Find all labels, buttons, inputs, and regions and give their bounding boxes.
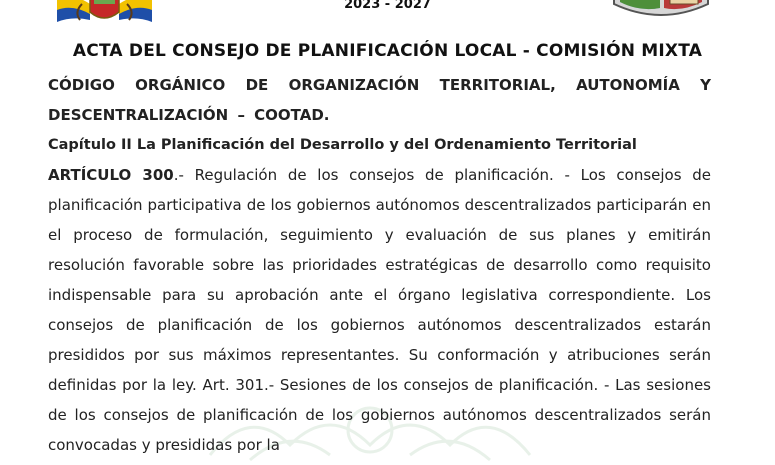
municipal-emblem-icon (610, 0, 712, 18)
document-title: ACTA DEL CONSEJO DE PLANIFICACIÓN LOCAL - COMISIÓN MIXTA (72, 41, 703, 61)
article-label: ARTÍCULO 300 (48, 166, 174, 184)
code-heading: CÓDIGO ORGÁNICO DE ORGANIZACIÓN TERRITORIAL, AUTONOMÍA Y DESCENTRALIZACIÓN – COOTAD. (48, 76, 711, 124)
header-registry (260, 0, 515, 12)
article-300-paragraph (48, 160, 711, 460)
coat-of-arms-seal-icon (52, 0, 157, 26)
document-header (0, 0, 775, 28)
header-period: 2023 - 2027 (344, 0, 431, 12)
chapter-heading: Capítulo II La Planificación del Desarrollo y del Ordenamiento Territorial (48, 137, 637, 153)
article-text: .- Regulación de los consejos de planificación. - Los consejos de planificación participativa de los gobiernos autónomos descentralizados participarán en el proceso de formulación, seguimiento y evaluación de sus planes y emitirán resolución favorable sobre las prioridades estratégicas de desarrollo como requisito indispensable para su aprobación ante el órgano legislativa correspondiente. Los consejos de planificación de los gobiernos autónomos descentralizados estarán presididos por sus máximos representantes. Su conformación y atribuciones serán definidas por la ley. Art. 301.- Sesiones de los consejos de planificación. - Las sesiones de los consejos de planificación de los gobiernos autónomos descentralizados serán convocadas y presididas por la (48, 166, 712, 454)
document-body (48, 70, 711, 460)
